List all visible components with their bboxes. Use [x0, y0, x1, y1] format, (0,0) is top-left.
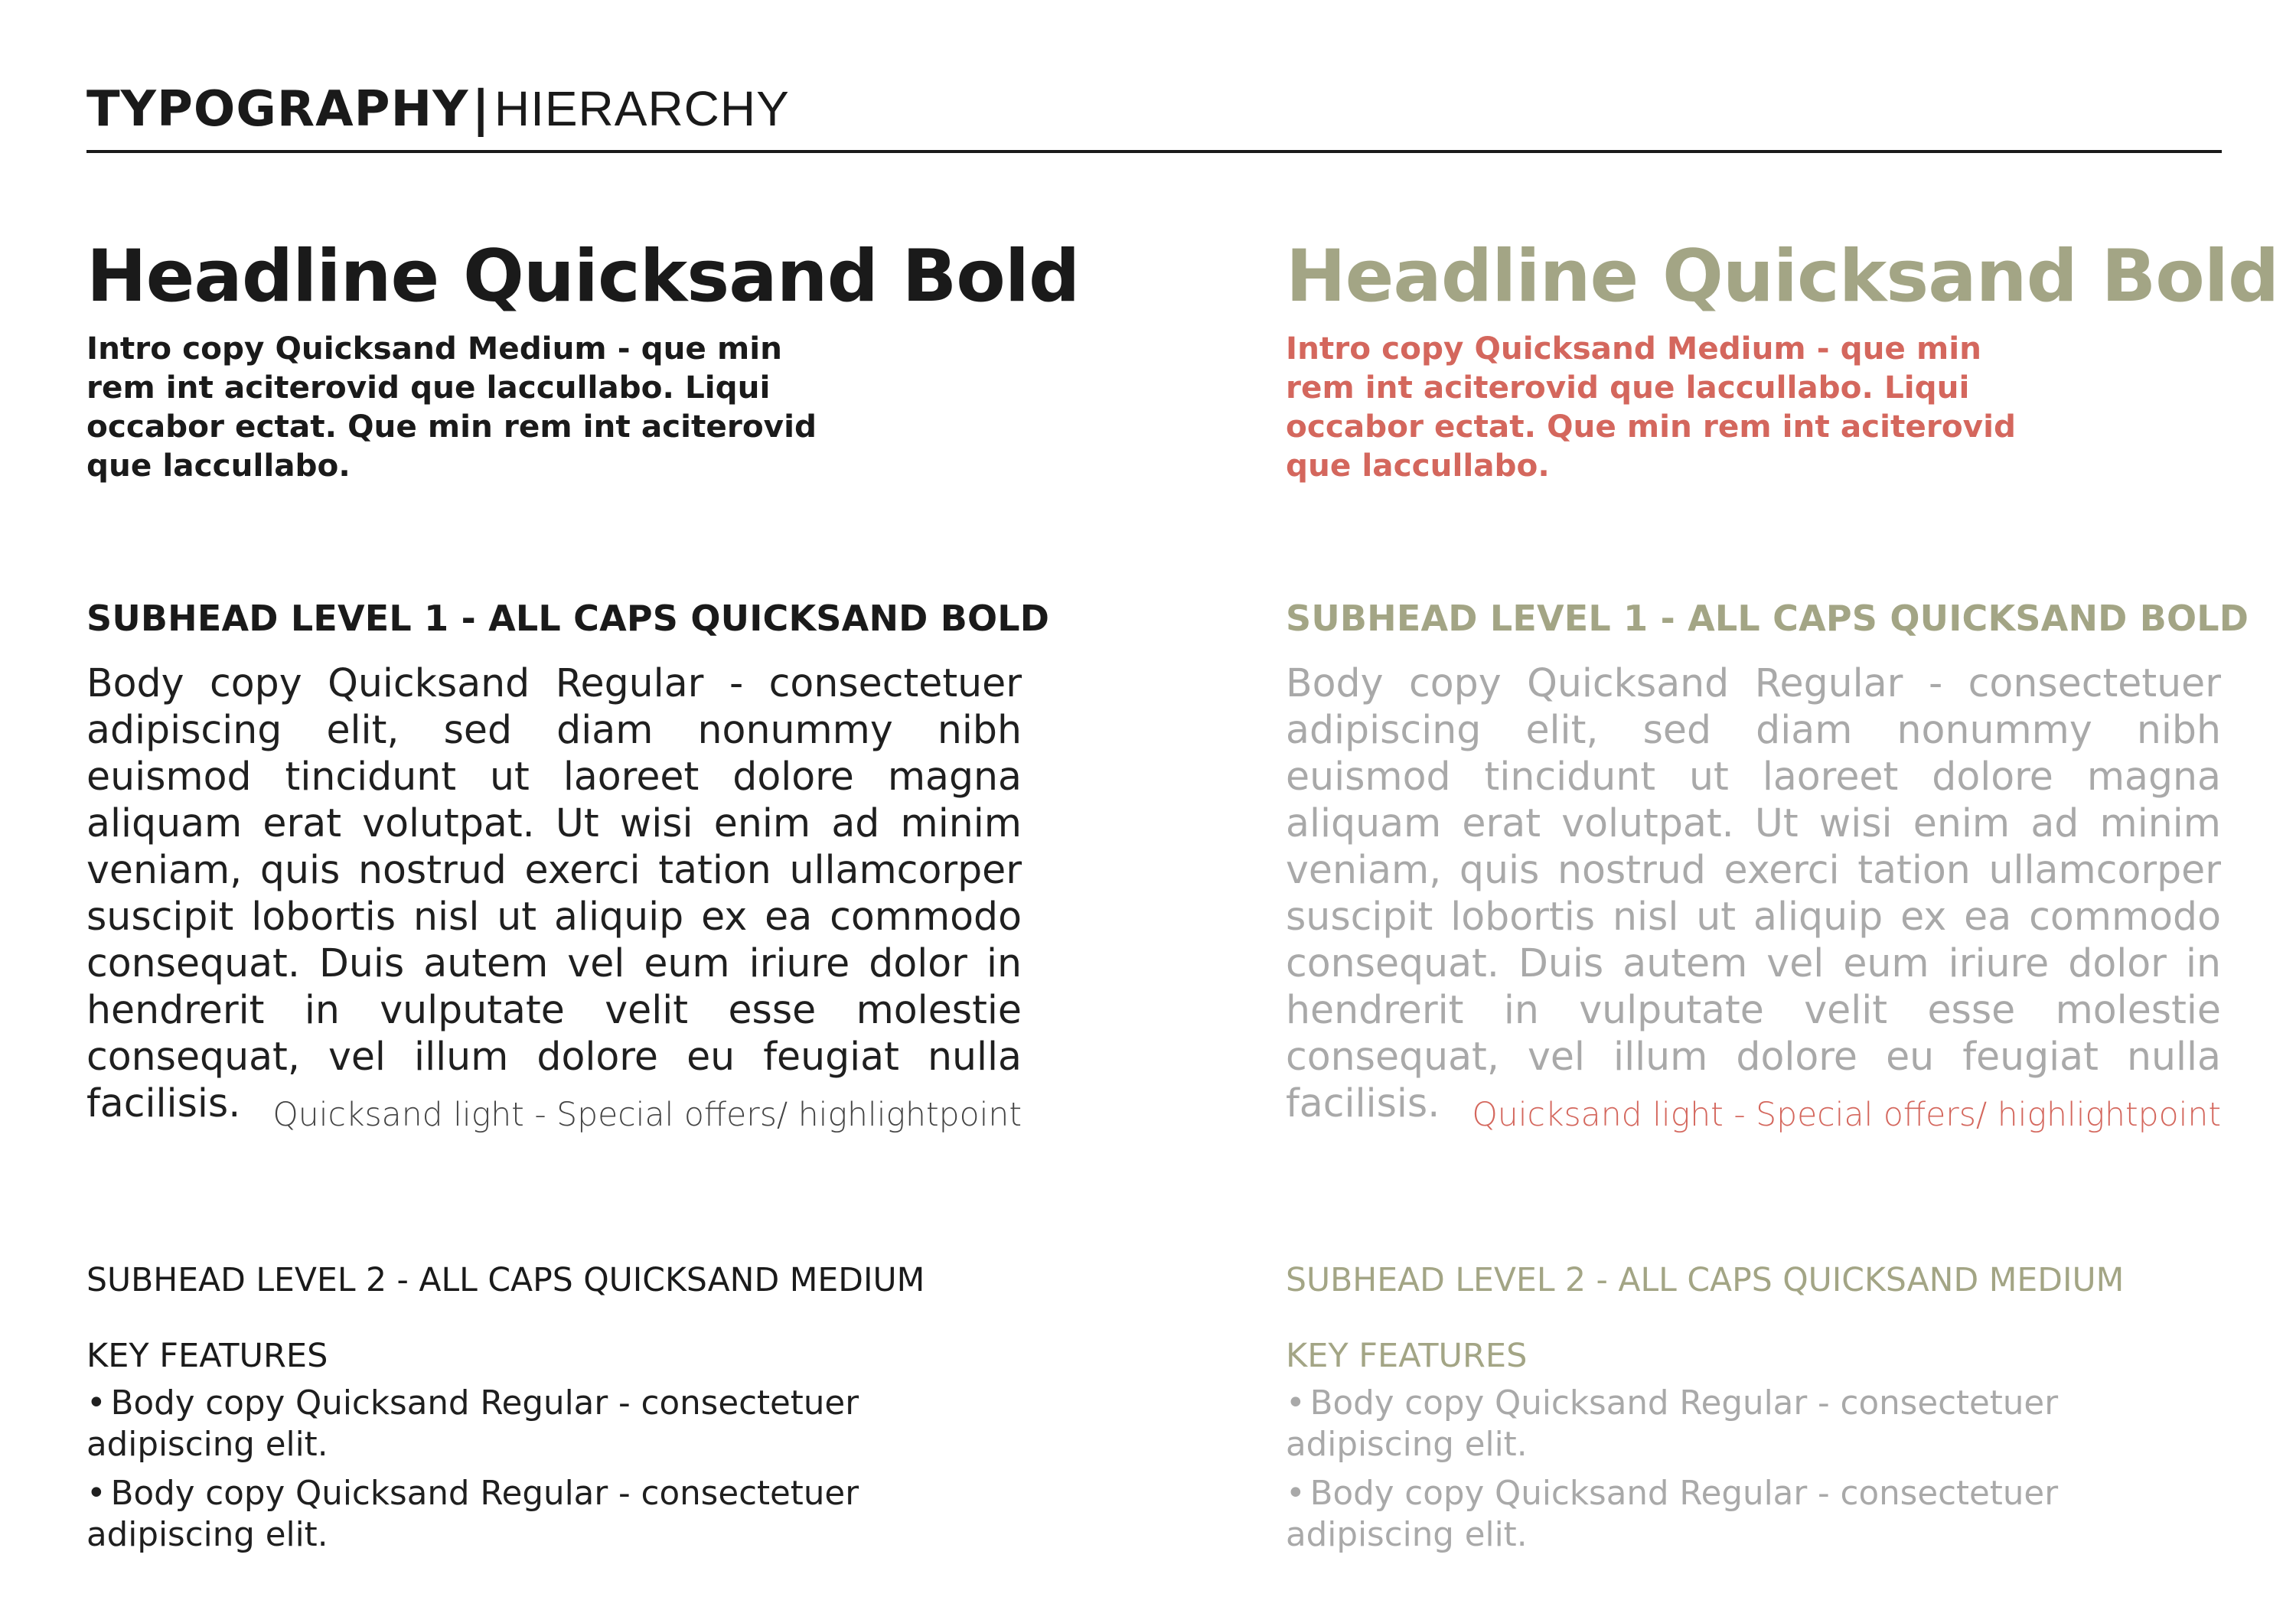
bullet-text: Body copy Quicksand Regular - consectetuer adipiscing elit.: [1286, 1475, 2059, 1554]
key-features-label: KEY FEATURES: [1286, 1337, 1528, 1375]
subhead-level-1-sample: SUBHEAD LEVEL 1 - ALL CAPS QUICKSAND BOLD: [86, 598, 1050, 639]
highlight-sample: Quicksand light - Special offers/ highlightpoint: [1472, 1097, 2221, 1134]
color-sample-column: [1286, 0, 2279, 1623]
subhead-level-2-sample: SUBHEAD LEVEL 2 - ALL CAPS QUICKSAND MEDIUM: [86, 1262, 925, 1299]
subhead-level-1-sample: SUBHEAD LEVEL 1 - ALL CAPS QUICKSAND BOLD: [1286, 598, 2249, 639]
key-features-list: [1286, 1383, 2128, 1563]
dark-sample-column: [86, 0, 1080, 1623]
headline-sample: Headline Quicksand Bold: [86, 235, 1080, 318]
bullet-icon: •: [86, 1384, 106, 1423]
body-copy-sample: Body copy Quicksand Regular - consectetuer adipiscing elit, sed diam nonummy nibh euismod tincidunt ut laoreet dolore magna aliquam erat volutpat. Ut wisi enim ad minim veniam, quis nostrud exerci tation ullamcorper suscipit lobortis nisl ut aliquip ex ea commodo consequat. Duis autem vel eum iriure dolor in hendrerit in vulputate velit esse molestie consequat, vel illum dolore eu feugiat nulla facilisis.: [1286, 660, 2221, 1126]
title-separator: |: [471, 81, 490, 138]
bullet-text: Body copy Quicksand Regular - consectetuer adipiscing elit.: [86, 1384, 859, 1464]
bullet-text: Body copy Quicksand Regular - consectetuer adipiscing elit.: [86, 1475, 859, 1554]
title-typography: TYPOGRAPHY: [86, 81, 469, 138]
key-features-list: [86, 1383, 928, 1563]
list-item: [1286, 1383, 2128, 1465]
bullet-icon: •: [86, 1475, 106, 1513]
key-features-label: KEY FEATURES: [86, 1337, 328, 1375]
bullet-icon: •: [1286, 1475, 1306, 1513]
intro-copy-sample: Intro copy Quicksand Medium - que min rem int aciterovid que laccullabo. Liqui occabor ectat. Que min rem int aciterovid que laccullabo.: [1286, 330, 2016, 484]
list-item: [86, 1473, 928, 1556]
headline-sample: Headline Quicksand Bold: [1286, 235, 2279, 318]
list-item: [86, 1383, 928, 1465]
highlight-sample: Quicksand light - Special offers/ highlightpoint: [272, 1097, 1022, 1134]
body-copy-sample: Body copy Quicksand Regular - consectetuer adipiscing elit, sed diam nonummy nibh euismod tincidunt ut laoreet dolore magna aliquam erat volutpat. Ut wisi enim ad minim veniam, quis nostrud exerci tation ullamcorper suscipit lobortis nisl ut aliquip ex ea commodo consequat. Duis autem vel eum iriure dolor in hendrerit in vulputate velit esse molestie consequat, vel illum dolore eu feugiat nulla facilisis.: [86, 660, 1022, 1126]
list-item: [1286, 1473, 2128, 1556]
subhead-level-2-sample: SUBHEAD LEVEL 2 - ALL CAPS QUICKSAND MEDIUM: [1286, 1262, 2125, 1299]
bullet-icon: •: [1286, 1384, 1306, 1423]
bullet-text: Body copy Quicksand Regular - consectetuer adipiscing elit.: [1286, 1384, 2059, 1464]
intro-copy-sample: Intro copy Quicksand Medium - que min rem int aciterovid que laccullabo. Liqui occabor ectat. Que min rem int aciterovid que laccullabo.: [86, 330, 817, 484]
title-hierarchy: HIERARCHY: [494, 81, 790, 136]
